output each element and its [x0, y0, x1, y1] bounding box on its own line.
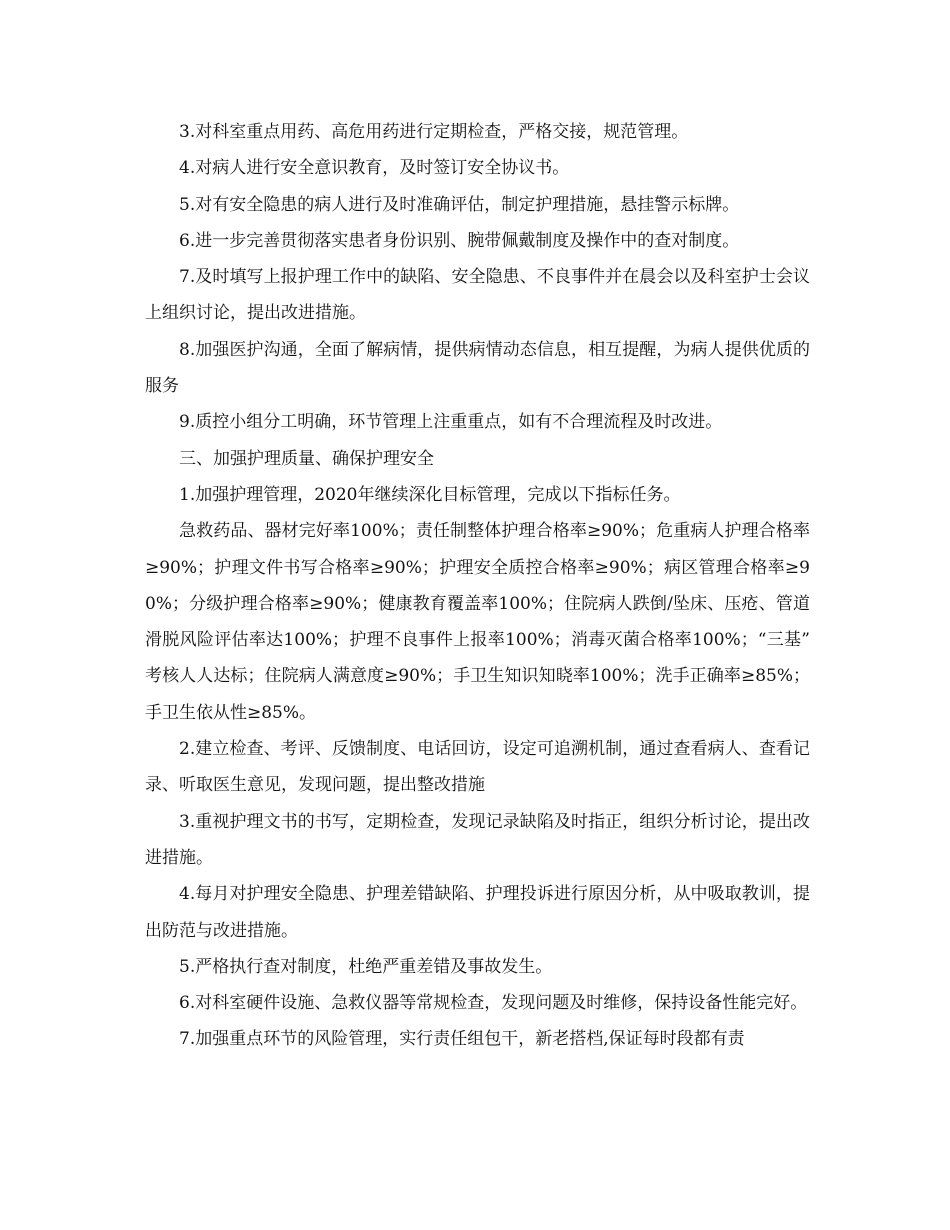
- paragraph-item-5-verification: 5.严格执行查对制度，杜绝严重差错及事故发生。: [179, 956, 553, 977]
- section-heading-3: 三、加强护理质量、确保护理安全: [179, 448, 434, 469]
- paragraph-item-1-nursing-management: 1.加强护理管理，2020年继续深化目标管理，完成以下指标任务。: [179, 484, 681, 505]
- paragraph-item-4-safety-education: 4.对病人进行安全意识教育，及时签订安全协议书。: [179, 158, 570, 179]
- paragraph-item-4-cause-analysis: 4.每月对护理安全隐患、护理差错缺陷、护理投诉进行原因分析，从中吸取教训，提出防范与改进措施。: [145, 884, 810, 941]
- paragraph-target-indicators: 急救药品、器材完好率100%；责任制整体护理合格率≥90%；危重病人护理合格率≥90%；护理文件书写合格率≥90%；护理安全质控合格率≥90%；病区管理合格率≥90%；分级护理合格率≥90%；健康教育覆盖率100%；住院病人跌倒/坠床、压疮、管道滑脱风险评估率达100%；护理不良事件上报率100%；消毒灭菌合格率100%；“三基”考核人人达标；住院病人满意度≥90%；手卫生知识知晓率100%；洗手正确率≥85%；手卫生依从性≥85%。: [145, 521, 810, 723]
- paragraph-item-3-documentation: 3.重视护理文书的书写，定期检查，发现记录缺陷及时指正，组织分析讨论，提出改进措施。: [145, 811, 810, 868]
- paragraph-item-6-equipment-check: 6.对科室硬件设施、急救仪器等常规检查，发现问题及时维修，保持设备性能完好。: [179, 993, 808, 1014]
- paragraph-item-6-identity-verification: 6.进一步完善贯彻落实患者身份识别、腕带佩戴制度及操作中的查对制度。: [179, 230, 740, 251]
- paragraph-item-7-risk-management: 7.加强重点环节的风险管理，实行责任组包干，新老搭档,保证每时段都有责: [179, 1029, 745, 1050]
- paragraph-item-3-key-medication: 3.对科室重点用药、高危用药进行定期检查，严格交接，规范管理。: [179, 122, 689, 142]
- paragraph-item-7-defect-reporting: 7.及时填写上报护理工作中的缺陷、安全隐患、不良事件并在晨会以及科室护士会议上组织讨论，提出改进措施。: [145, 267, 810, 324]
- document-body: [145, 114, 810, 1058]
- paragraph-item-2-inspection-feedback: 2.建立检查、考评、反馈制度、电话回访，设定可追溯机制，通过查看病人、查看记录、听取医生意见，发现问题，提出整改措施: [145, 739, 810, 796]
- paragraph-item-5-risk-assessment: 5.对有安全隐患的病人进行及时准确评估，制定护理措施，悬挂警示标牌。: [179, 194, 740, 215]
- paragraph-item-8-communication: 8.加强医护沟通，全面了解病情，提供病情动态信息，相互提醒，为病人提供优质的服务: [145, 339, 810, 397]
- paragraph-item-9-quality-control: 9.质控小组分工明确，环节管理上注重重点，如有不合理流程及时改进。: [179, 412, 723, 433]
